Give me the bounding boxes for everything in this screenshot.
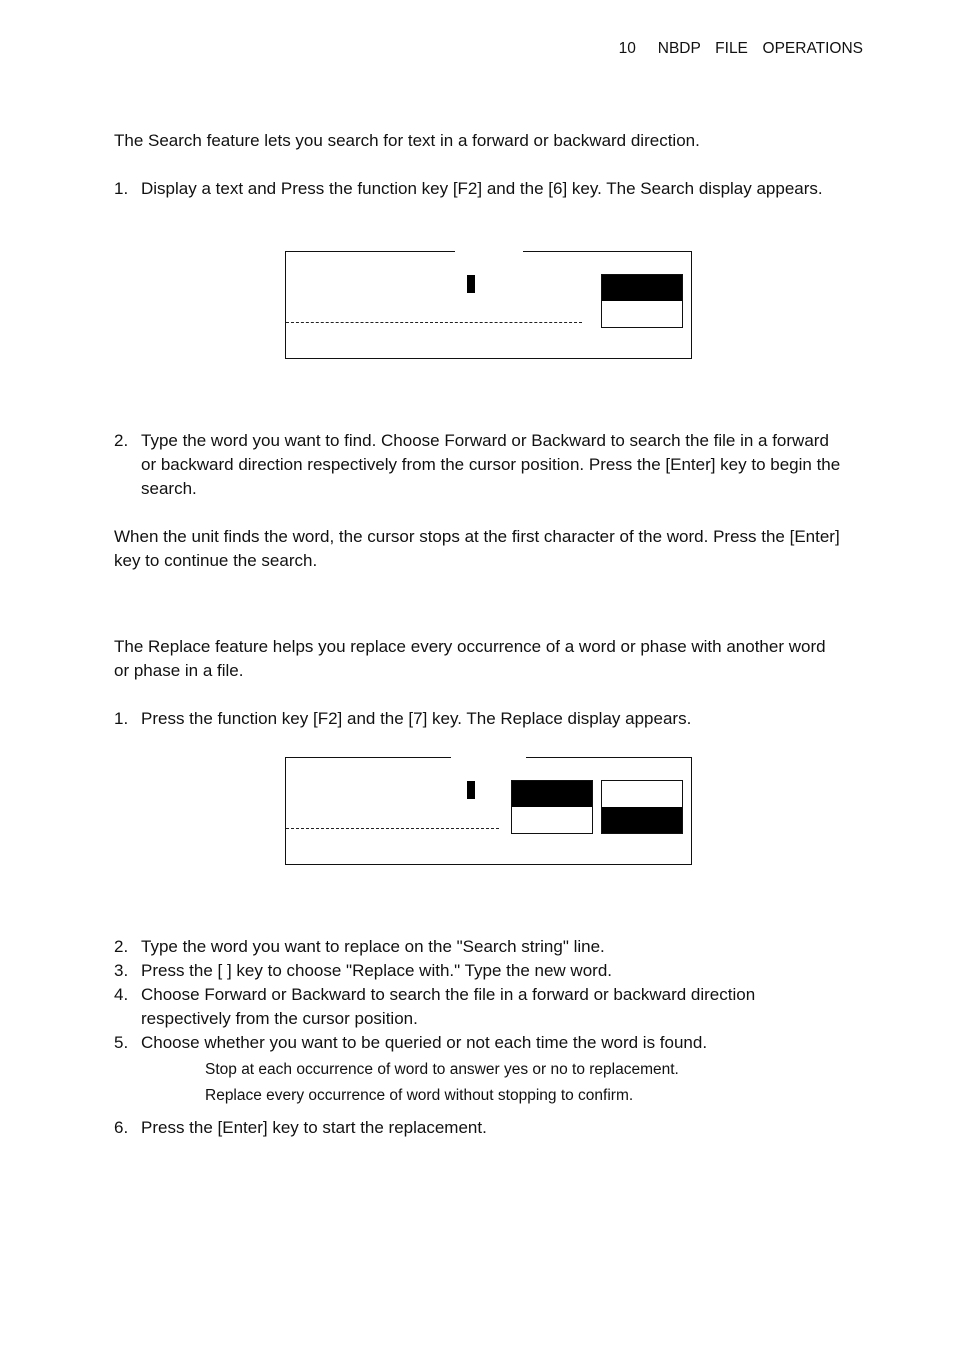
step-number: 4. <box>114 985 129 1004</box>
step-number: 5. <box>114 1033 129 1052</box>
selected-option <box>512 781 592 807</box>
step-text: Type the word you want to find. Choose Forward or Backward to search the file in a forward or backward direction respectively from the cursor position. Press the [Enter] key to begin the search. <box>141 431 841 498</box>
query-option-box <box>601 780 683 834</box>
step-number: 2. <box>114 937 129 956</box>
text-cursor <box>467 781 475 799</box>
step-text: Choose Forward or Backward to search the file in a forward or backward direction respectively from the cursor position. <box>141 985 756 1028</box>
search-intro: The Search feature lets you search for text in a forward or backward direction. <box>114 131 700 150</box>
step-text: Press the [Enter] key to start the replacement. <box>141 1118 487 1137</box>
page-header: 10 NBDP FILE OPERATIONS <box>618 40 863 57</box>
step-text: Press the function key [F2] and the [7] key. The Replace display appears. <box>141 709 692 728</box>
selected-option <box>602 275 682 301</box>
replace-intro: The Replace feature helps you replace every occurrence of a word or phase with another word or phase in a file. <box>114 637 826 680</box>
step-text: Display a text and Press the function key [F2] and the [6] key. The Search display appears. <box>141 179 823 198</box>
selected-option <box>602 807 682 833</box>
search-string-line <box>286 828 499 829</box>
title-gap <box>455 250 523 254</box>
search-after-text: When the unit finds the word, the cursor stops at the first character of the word. Press the [Enter] key to continue the search. <box>114 527 840 570</box>
step-number: 2. <box>114 431 129 450</box>
step-text: Type the word you want to replace on the "Search string" line. <box>141 937 605 956</box>
direction-option-box <box>601 274 683 328</box>
text-cursor <box>467 275 475 293</box>
step-number: 6. <box>114 1118 129 1137</box>
replace-display-figure <box>285 757 692 865</box>
query-note: Stop at each occurrence of word to answer yes or no to replacement. <box>205 1061 679 1078</box>
step-number: 1. <box>114 179 129 198</box>
direction-option-box <box>511 780 593 834</box>
step-number: 1. <box>114 709 129 728</box>
title-gap <box>451 756 526 760</box>
step-number: 3. <box>114 961 129 980</box>
no-query-note: Replace every occurrence of word without stopping to confirm. <box>205 1087 634 1104</box>
step-text: Press the [ ] key to choose "Replace with." Type the new word. <box>141 961 612 980</box>
search-string-line <box>286 322 582 323</box>
search-display-figure <box>285 251 692 359</box>
step-text: Choose whether you want to be queried or not each time the word is found. <box>141 1033 708 1052</box>
